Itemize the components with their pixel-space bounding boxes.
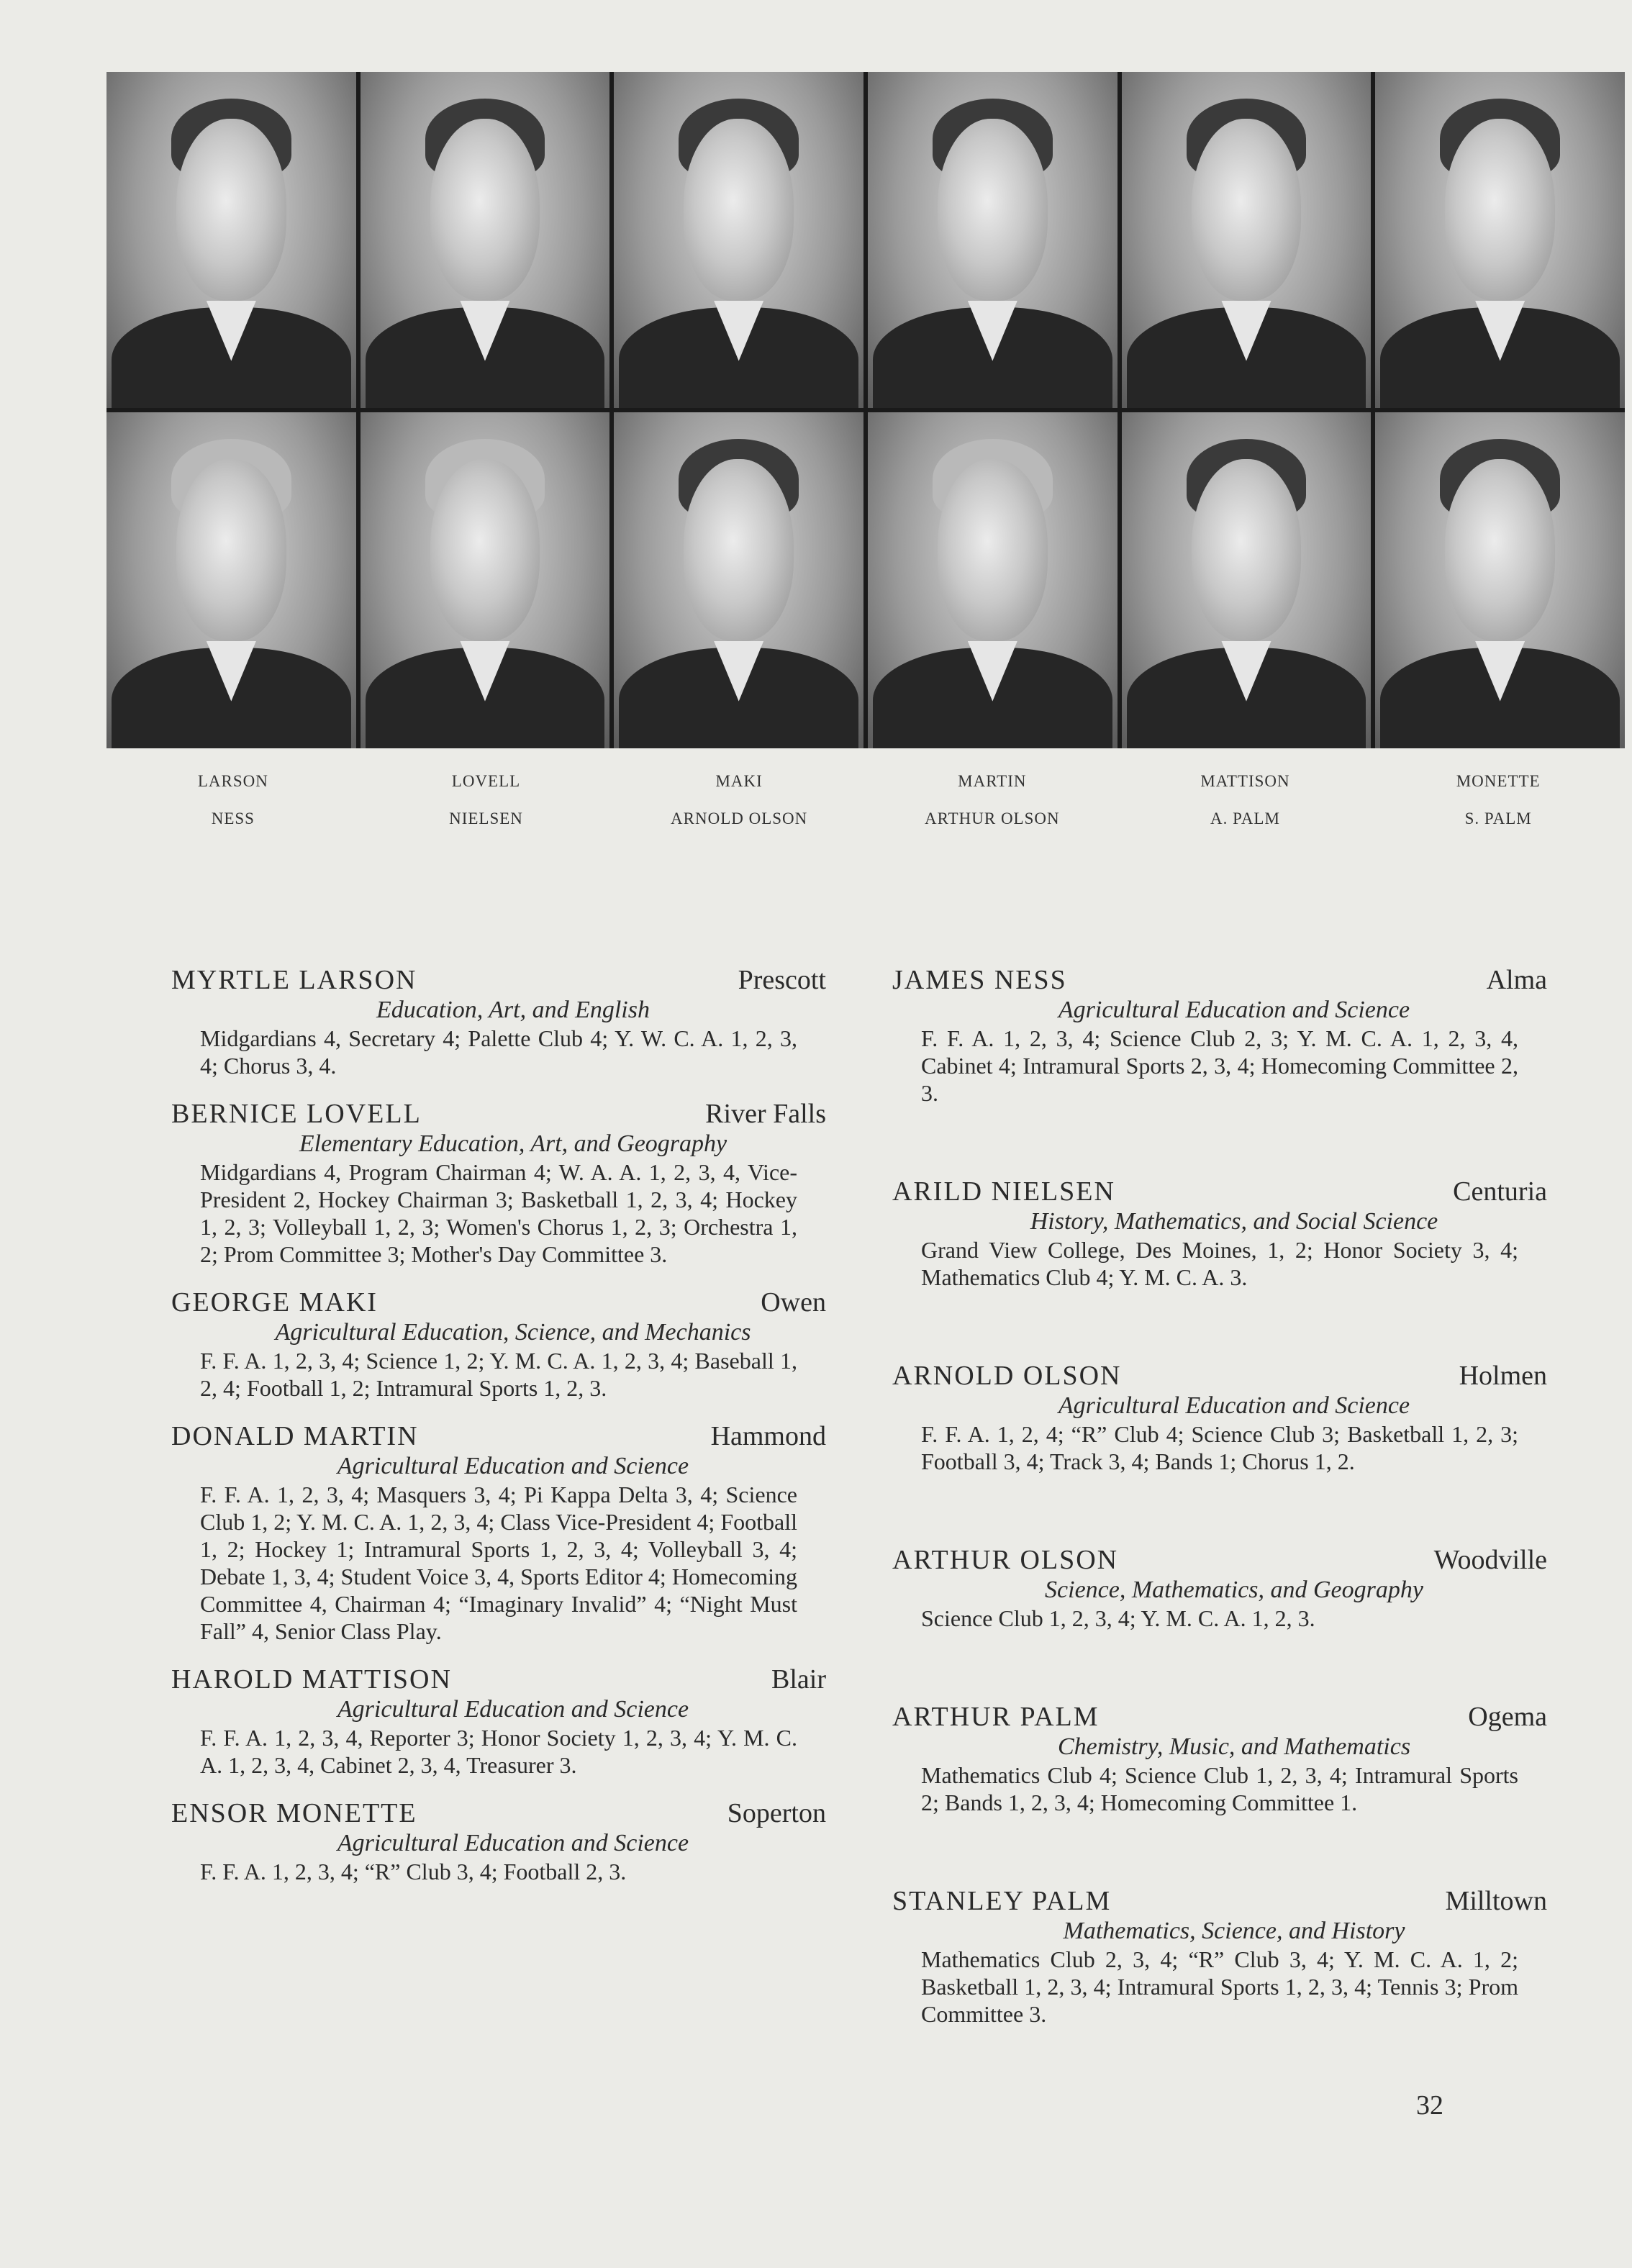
- caption-column: [612, 763, 866, 838]
- student-entry: [892, 1176, 1547, 1291]
- portrait-nielsen: [361, 412, 610, 748]
- entry-heading: [171, 1664, 826, 1695]
- caption-lovell: LOVELL: [451, 772, 521, 790]
- student-activities: F. F. A. 1, 2, 3, 4; “R” Club 3, 4; Football 2, 3.: [200, 1859, 627, 1884]
- student-activities: Mathematics Club 4; Science Club 1, 2, 3, 4; Intramural Sports 2; Bands 1, 2, 3, 4; Homecoming Committee 1.: [921, 1762, 1518, 1815]
- portrait-monette: [1375, 72, 1625, 408]
- entry-heading: [171, 1098, 826, 1130]
- caption-monette: MONETTE: [1456, 772, 1541, 790]
- portrait-larson: [106, 72, 356, 408]
- student-entry: [892, 1360, 1547, 1475]
- entry-heading: [892, 964, 1547, 996]
- student-name: ARILD NIELSEN: [892, 1176, 1115, 1207]
- portrait-grid: [106, 72, 1625, 748]
- student-entry: [171, 964, 826, 1079]
- portrait-maki: [614, 72, 863, 408]
- page-number: 32: [1416, 2090, 1443, 2120]
- caption-martin: MARTIN: [958, 772, 1027, 790]
- student-name: ENSOR MONETTE: [171, 1798, 417, 1828]
- student-activities: Midgardians 4, Secretary 4; Palette Club 4; Y. W. C. A. 1, 2, 3, 4; Chorus 3, 4.: [200, 1025, 797, 1079]
- caption-arnold-olson: ARNOLD OLSON: [671, 809, 808, 827]
- caption-column: [1372, 763, 1625, 838]
- entry-heading: [171, 1420, 826, 1452]
- student-entry: [171, 1098, 826, 1268]
- entry-heading: [892, 1544, 1547, 1576]
- left-column: [171, 964, 826, 1904]
- student-major: Agricultural Education and Science: [1058, 1392, 1410, 1419]
- student-name: HAROLD MATTISON: [171, 1664, 452, 1695]
- student-entry: [171, 1287, 826, 1402]
- student-activities: Midgardians 4, Program Chairman 4; W. A. A. 1, 2, 3, 4, Vice-President 2, Hockey Chairman 3; Basketball 1, 2, 3, 4; Hockey 1, 2, 3; Volleyball 1, 2, 3; Women's Chorus 1, 2, 3; Orchestra 1, 2; Prom Committee 3; Mother's Day Committee 3.: [200, 1159, 797, 1267]
- student-major: Mathematics, Science, and History: [1063, 1918, 1405, 1944]
- student-activities: F. F. A. 1, 2, 3, 4, Reporter 3; Honor Society 1, 2, 3, 4; Y. M. C. A. 1, 2, 3, 4, Cabinet 2, 3, 4, Treasurer 3.: [200, 1725, 797, 1778]
- student-hometown: Blair: [771, 1664, 826, 1695]
- entry-heading: [171, 1287, 826, 1318]
- caption-a-palm: A. PALM: [1210, 809, 1280, 827]
- student-activities: F. F. A. 1, 2, 3, 4; Science 1, 2; Y. M. C. A. 1, 2, 3, 4; Baseball 1, 2, 4; Football 1, 2; Intramural Sports 1, 2, 3.: [200, 1348, 797, 1401]
- student-name: ARTHUR PALM: [892, 1702, 1100, 1732]
- student-major: Chemistry, Music, and Mathematics: [1057, 1733, 1411, 1760]
- student-hometown: Woodville: [1433, 1545, 1547, 1575]
- student-entry: [892, 1885, 1547, 2028]
- caption-column: [360, 763, 613, 838]
- student-hometown: Prescott: [738, 965, 826, 995]
- student-major: Agricultural Education, Science, and Mechanics: [275, 1319, 751, 1346]
- right-column: [892, 964, 1547, 2097]
- student-major: Agricultural Education and Science: [337, 1453, 689, 1479]
- student-entry: [892, 1701, 1547, 1816]
- student-name: GEORGE MAKI: [171, 1287, 378, 1317]
- entry-heading: [171, 1797, 826, 1829]
- caption-column: [106, 763, 360, 838]
- student-name: JAMES NESS: [892, 965, 1067, 995]
- portrait-lovell: [361, 72, 610, 408]
- caption-ness: NESS: [211, 809, 255, 827]
- student-major: Science, Mathematics, and Geography: [1045, 1577, 1423, 1603]
- entry-heading: [171, 964, 826, 996]
- student-major: Agricultural Education and Science: [337, 1696, 689, 1723]
- student-name: ARNOLD OLSON: [892, 1361, 1122, 1391]
- student-name: DONALD MARTIN: [171, 1421, 419, 1451]
- student-entry: [171, 1420, 826, 1645]
- caption-mattison: MATTISON: [1200, 772, 1290, 790]
- student-hometown: Holmen: [1459, 1361, 1547, 1391]
- student-hometown: River Falls: [705, 1099, 826, 1129]
- student-hometown: Alma: [1486, 965, 1547, 995]
- student-name: BERNICE LOVELL: [171, 1099, 422, 1129]
- portrait-martin: [868, 72, 1118, 408]
- student-activities: F. F. A. 1, 2, 3, 4; Science Club 2, 3; Y. M. C. A. 1, 2, 3, 4, Cabinet 4; Intramural Sports 2, 3, 4; Homecoming Committee 2, 3.: [921, 1025, 1518, 1106]
- caption-larson: LARSON: [197, 772, 268, 790]
- student-hometown: Owen: [761, 1287, 826, 1317]
- student-hometown: Hammond: [710, 1421, 826, 1451]
- student-activities: Science Club 1, 2, 3, 4; Y. M. C. A. 1, 2, 3.: [921, 1605, 1315, 1631]
- student-name: ARTHUR OLSON: [892, 1545, 1119, 1575]
- student-hometown: Centuria: [1453, 1176, 1547, 1207]
- student-entry: [171, 1664, 826, 1779]
- caption-nielsen: NIELSEN: [449, 809, 523, 827]
- student-name: STANLEY PALM: [892, 1886, 1112, 1916]
- caption-s-palm: S. PALM: [1464, 809, 1532, 827]
- student-entry: [892, 1544, 1547, 1632]
- entry-heading: [892, 1701, 1547, 1733]
- student-hometown: Soperton: [727, 1798, 826, 1828]
- student-major: History, Mathematics, and Social Science: [1030, 1208, 1438, 1235]
- student-activities: F. F. A. 1, 2, 4; “R” Club 4; Science Club 3; Basketball 1, 2, 3; Football 3, 4; Track 3, 4; Bands 1; Chorus 1, 2.: [921, 1421, 1518, 1474]
- portrait-captions: [106, 763, 1625, 838]
- student-major: Education, Art, and English: [376, 997, 650, 1023]
- student-activities: F. F. A. 1, 2, 3, 4; Masquers 3, 4; Pi Kappa Delta 3, 4; Science Club 1, 2; Y. M. C. A. 1, 2, 3, 4; Class Vice-President 4; Football 1, 2; Hockey 1; Intramural Sports 1, 2, 3, 4; Volleyball 3, 4; Debate 1, 3, 4; Student Voice 3, 4, Sports Editor 4; Homecoming Committee 4, Chairman 4; “Imaginary Invalid” 4; “Night Must Fall” 4, Senior Class Play.: [200, 1482, 797, 1644]
- student-major: Elementary Education, Art, and Geography: [299, 1130, 727, 1157]
- caption-column: [1119, 763, 1372, 838]
- entry-heading: [892, 1885, 1547, 1917]
- student-activities: Mathematics Club 2, 3, 4; “R” Club 3, 4; Y. M. C. A. 1, 2; Basketball 1, 2, 3, 4; Intramural Sports 1, 2, 3, 4; Tennis 3; Prom Committee 3.: [921, 1946, 1518, 2027]
- student-major: Agricultural Education and Science: [1058, 997, 1410, 1023]
- portrait-a-palm: [1122, 412, 1372, 748]
- student-major: Agricultural Education and Science: [337, 1830, 689, 1856]
- student-activities: Grand View College, Des Moines, 1, 2; Honor Society 3, 4; Mathematics Club 4; Y. M. C. A. 3.: [921, 1237, 1518, 1290]
- student-hometown: Ogema: [1468, 1702, 1547, 1732]
- entry-heading: [892, 1176, 1547, 1207]
- portrait-arnold-olson: [614, 412, 863, 748]
- portrait-arthur-olson: [868, 412, 1118, 748]
- caption-arthur-olson: ARTHUR OLSON: [925, 809, 1060, 827]
- portrait-mattison: [1122, 72, 1372, 408]
- entry-heading: [892, 1360, 1547, 1392]
- student-entry: [171, 1797, 826, 1885]
- portrait-s-palm: [1375, 412, 1625, 748]
- caption-maki: MAKI: [715, 772, 763, 790]
- student-name: MYRTLE LARSON: [171, 965, 417, 995]
- student-entry: [892, 964, 1547, 1107]
- caption-column: [866, 763, 1119, 838]
- student-hometown: Milltown: [1445, 1886, 1547, 1916]
- portrait-ness: [106, 412, 356, 748]
